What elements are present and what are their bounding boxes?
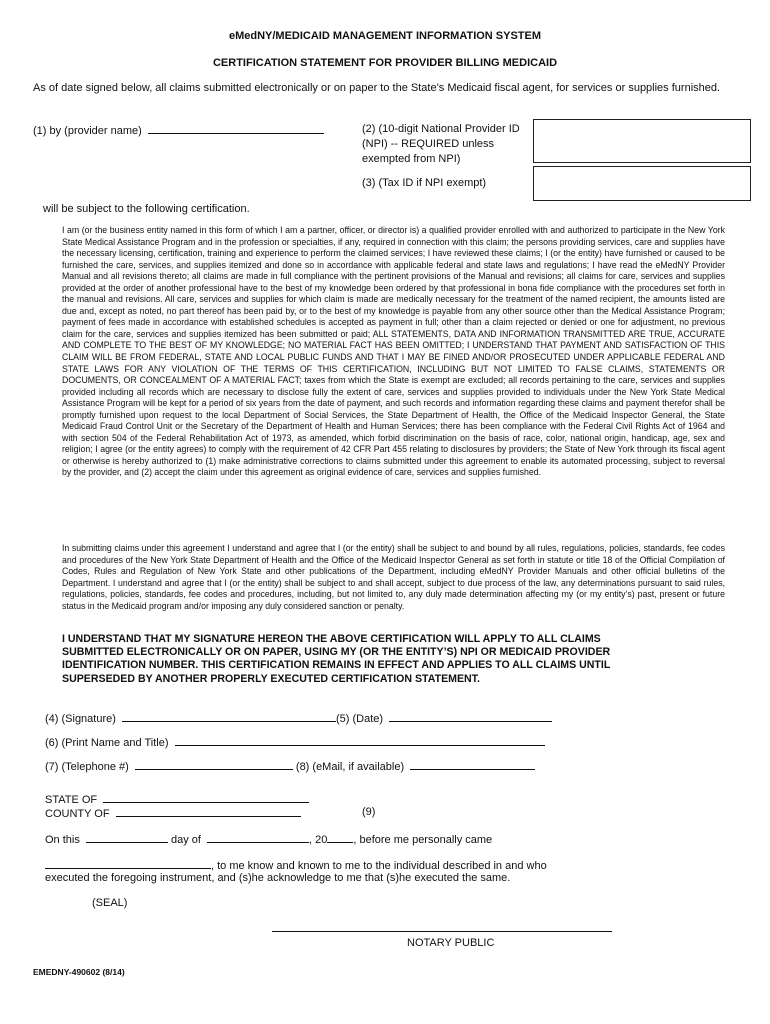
year-line[interactable]	[327, 831, 353, 843]
year-prefix: , 20	[309, 834, 328, 846]
form-title: eMedNY/MEDICAID MANAGEMENT INFORMATION SYSTEM	[228, 30, 542, 42]
before-me-text: , before me personally came	[353, 834, 493, 846]
notary-signature-line[interactable]	[272, 931, 612, 932]
subject-line: will be subject to the following certification.	[43, 203, 250, 215]
intro-text: As of date signed below, all claims submitted electronically or on paper to the State’s Medicaid fiscal agent, for services or supplies furnished.	[33, 82, 721, 94]
state-row	[45, 791, 309, 806]
notary-marker-9: (9)	[362, 806, 376, 818]
known-row	[45, 857, 547, 872]
notary-public-label: NOTARY PUBLIC	[407, 937, 495, 949]
date-label: (5) (Date)	[335, 713, 384, 725]
person-name-line[interactable]	[45, 857, 211, 869]
state-line[interactable]	[103, 791, 309, 803]
form-id: EMEDNY-490602 (8/14)	[33, 967, 125, 977]
certification-paragraph-1: I am (or the business entity named in this form of which I am a partner, officer, or director is) a qualified provider enrolled with and authorized to participate in the New York State Medical Assistance Program and in the profession or specialties, if any, required in connection with this claim; the persons providing services, care and supplies have the necessary licensing, certification, training and experience to perform the claimed services; I have reviewed these claims; I (or the entity) have furnished or caused to be furnished the care, services, and supplies itemized and done so in accordance with applicable federal and state laws and regulations; I have read the eMedNY Provider Manual and all revisions thereto; all claims are made in full compliance with the pertinent provisions of the Manual and revisions; all claims for care, services and supplies provided at the order of another professional have to the best of my knowledge been ordered by that professional in bona fide compliance with the procedures set forth in the manual and revisions. All care, services and supplies for which claim is made are medically necessary for the treatment of the named recipient, the amounts listed are due and, except as noted, no part thereof has been paid by, or to the best of my knowledge is payable from any other source other than the Medical Assistance Program; payment of fees made in accordance with established schedules is accepted as payment in full; other than a claim rejected or denied or one for adjustment, no previous claim for the care, services and supplies itemized has been submitted or paid; ALL STATEMENTS, DATA AND INFORMATION TRANSMITTED ARE TRUE, ACCURATE AND COMPLETE TO THE BEST OF MY KNOWLEDGE; NO MATERIAL FACT HAS BEEN OMITTED; I UNDERSTAND THAT PAYMENT AND SATISFACTION OF THIS CLAIM WILL BE FROM FEDERAL, STATE AND LOCAL PUBLIC FUNDS AND THAT I MAY BE FINED AND/OR PROSECUTED UNDER APPLICABLE FEDERAL AND STATE LAWS FOR ANY VIOLATION OF THE TERMS OF THIS CERTIFICATION, INCLUDING BUT NOT LIMITED TO FALSE CLAIMS, STATEMENTS OR DOCUMENTS, OR CONCEALMENT OF A MATERIAL FACT; taxes from which the State is exempt are excluded; all records pertaining to the care, services and supplies provided including all records which are necessary to disclose fully the extent of care, services and supplies provided to individuals under the New York State Medical Assistance Program will be kept for a period of six years from the date of payment, and such records and information regarding these claims and payment therefor shall be promptly furnished upon request to the local Department of Social Services, the State Department of Health, the Office of the Medicaid Inspector General, the State Medicaid Fraud Control Unit or the Secretary of the Department of Health and Human Services; there has been compliance with the Federal Civil Rights Act of 1964 and with section 504 of the Federal Rehabilitation Act of 1973, as amended, which forbid discrimination on the basis of race, color, national origin, handicap, age, sex and religion; I agree (or the entity agrees) to comply with the requirement of 42 CFR Part 455 relating to disclosures by providers; the State of New York through its fiscal agent or otherwise is hereby authorized to (1) make administrative corrections to claims submitted under this agreement to enable its automated processing, subject to reversal by the provider, and (2) accept the claim under this agreement as original evidence of care, services and supplies furnished.	[62, 225, 725, 478]
print-name-label: (6) (Print Name and Title)	[45, 737, 169, 749]
npi-label: (2) (10-digit National Provider ID (NPI) -- REQUIRED unless exempted from NPI)	[362, 123, 520, 165]
provider-name-label: (1) by (provider name)	[33, 125, 142, 137]
county-of-label: COUNTY OF	[45, 808, 110, 820]
known-to-me-text: , to me know and known to me to the individual described in and who	[211, 860, 547, 872]
day-line[interactable]	[86, 831, 168, 843]
on-this-row	[45, 831, 492, 846]
signature-line[interactable]	[122, 710, 336, 722]
npi-input-box[interactable]	[533, 119, 751, 163]
tax-id-label: (3) (Tax ID if NPI exempt)	[362, 177, 487, 189]
month-line[interactable]	[207, 831, 309, 843]
day-of-label: day of	[170, 834, 201, 846]
signature-row	[45, 710, 552, 725]
print-name-line[interactable]	[175, 734, 545, 746]
tax-id-input-box[interactable]	[533, 166, 751, 201]
telephone-line[interactable]	[135, 758, 293, 770]
signature-acknowledgement: I UNDERSTAND THAT MY SIGNATURE HEREON THE ABOVE CERTIFICATION WILL APPLY TO ALL CLAIMS SUBMITTED ELECTRONICALLY OR ON PAPER, USING MY (OR THE ENTITY’S) NPI OR MEDICAID PROVIDER IDENTIFICATION NUMBER. THIS CERTIFICATION REMAINS IN EFFECT AND APPLIES TO ALL CLAIMS UNTIL SUPERSEDED BY ANOTHER PROPERLY EXECUTED CERTIFICATION STATEMENT.	[62, 633, 611, 685]
executed-text: executed the foregoing instrument, and (s)he acknowledge to me that (s)he executed the same.	[45, 872, 511, 884]
state-of-label: STATE OF	[45, 794, 98, 806]
signature-label: (4) (Signature)	[45, 713, 116, 725]
email-line[interactable]	[410, 758, 535, 770]
contact-row	[45, 758, 535, 773]
provider-name-line[interactable]	[148, 122, 324, 134]
telephone-label: (7) (Telephone #)	[45, 761, 129, 773]
on-this-label: On this	[45, 834, 80, 846]
date-line[interactable]	[389, 710, 552, 722]
form-subtitle: CERTIFICATION STATEMENT FOR PROVIDER BILLING MEDICAID	[212, 57, 558, 69]
certification-paragraph-2: In submitting claims under this agreement I understand and agree that I (or the entity) shall be subject to and bound by all rules, regulations, policies, standards, fee codes and procedures of the New York State Department of Health and the Office of the Medicaid Inspector General as set forth in statute or title 18 of the Official Compilation of Codes, Rules and Regulation of New York State and other publications of the Department, including eMedNY Provider Manuals and other official bulletins of the Department. I understand and agree that I (or the entity) shall be subject to and shall accept, subject to due process of the law, any determinations pursuant to said rules, regulations, policies, standards, fee codes and procedures, including, but not limited to, any duly made determination affecting my (or my entity’s) past, present or future status in the Medicaid program and/or imposing any duly considered sanction or penalty.	[62, 543, 725, 611]
county-line[interactable]	[116, 805, 301, 817]
county-row	[45, 805, 301, 820]
provider-name-field	[33, 122, 324, 137]
print-name-row	[45, 734, 545, 749]
seal-label: (SEAL)	[92, 897, 128, 909]
email-label: (8) (eMail, if available)	[295, 761, 405, 773]
